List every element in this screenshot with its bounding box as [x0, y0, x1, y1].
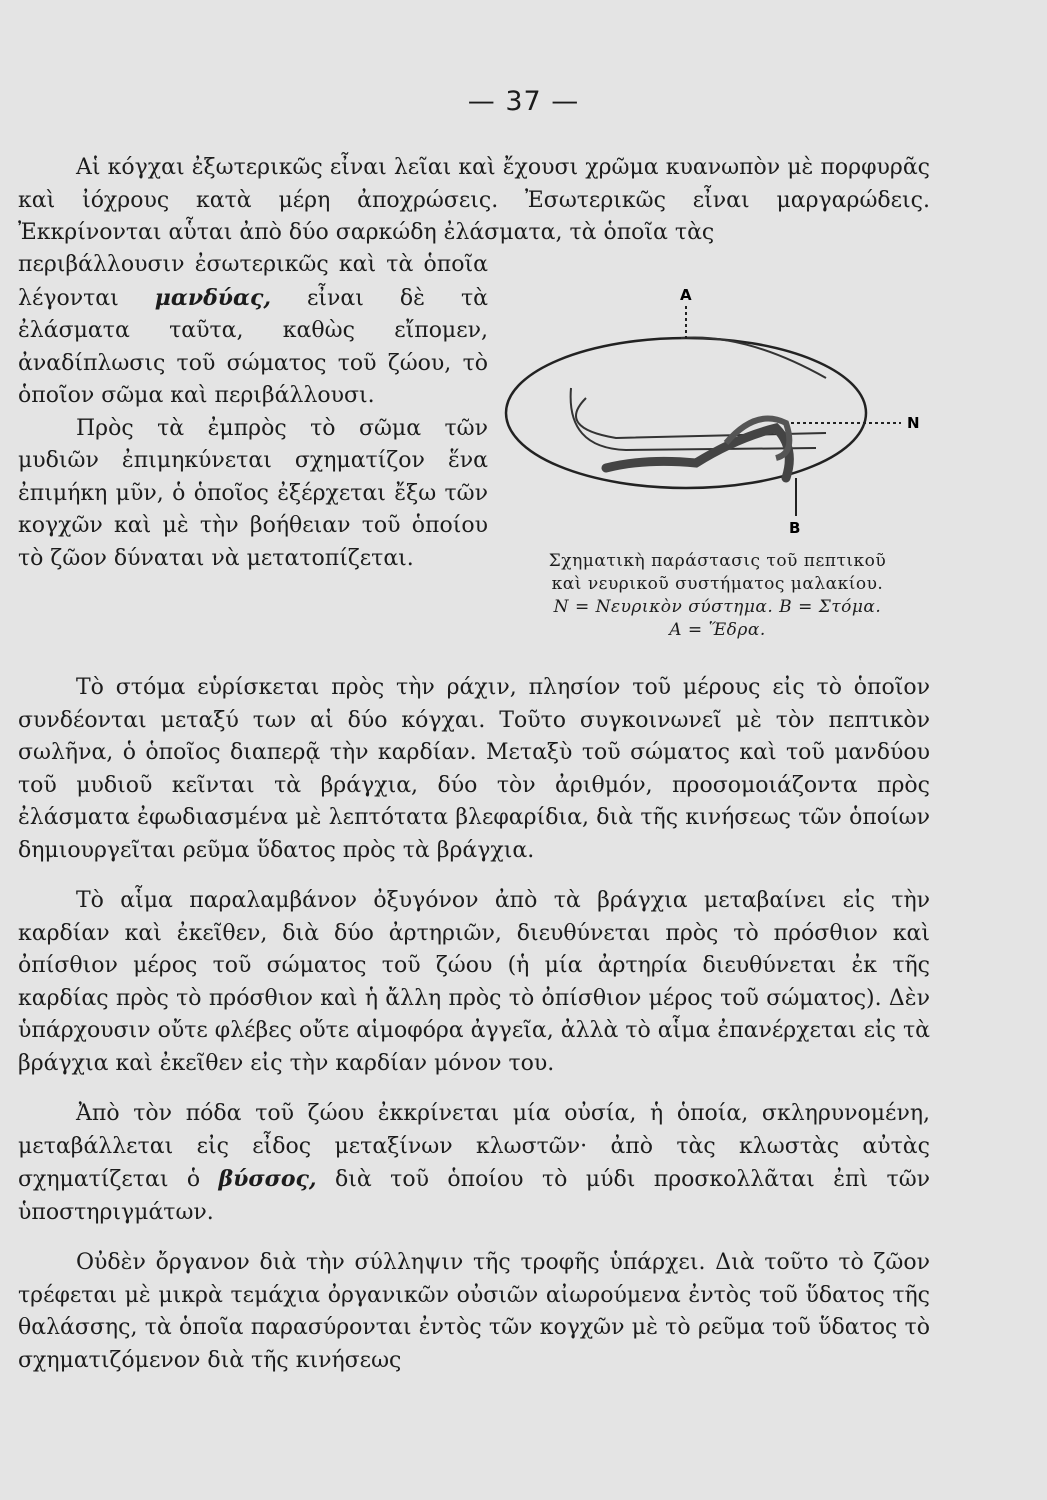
term-byssos: βύσσος, [218, 1166, 317, 1192]
body-text-top [18, 152, 930, 250]
label-n: N [907, 414, 920, 432]
mantle-text-a: περιβάλλουσιν ἐσωτερικῶς καὶ τὰ ὁποῖα λέγονται [18, 252, 488, 311]
caption-line-4: A = Ἕδρα. [669, 620, 766, 640]
mollusc-drawing [496, 278, 936, 558]
byssus-text-a: Ἀπὸ τὸν πόδα τοῦ ζώου ἐκκρίνεται μία οὐσία, ἡ ὁποία, σκληρυνομένη, μεταβάλλεται εἰς εἶδος μεταξίνων κλωστῶν· ἀπὸ τὰς κλωστὰς αὐτὰς σχηματίζεται ὁ [18, 1101, 930, 1192]
paragraph-mouth: Τὸ στόμα εὑρίσκεται πρὸς τὴν ράχιν, πλησίον τοῦ μέρους εἰς τὸ ὁποῖον συνδέονται μεταξύ των αἱ δύο κόγχαι. Τοῦτο συγκοινωνεῖ μὲ τὸν πεπτικὸν σωλῆνα, ὁ ὁποῖος διαπερᾷ τὴν καρδίαν. Μεταξὺ τοῦ σώματος καὶ τοῦ μανδύου τοῦ μυδιοῦ κεῖνται τὰ βράγχια, δύο τὸν ἀριθμόν, προσομοιάζοντα πρὸς ἐλάσματα ἐφωδιασμένα μὲ λεπτότατα βλεφαρίδια, διὰ τῆς κινήσεως τῶν ὁποίων δημιουργεῖται ρεῦμα ὕδατος πρὸς τὰ βράγχια. [18, 675, 930, 863]
label-b: B [789, 519, 801, 537]
paragraph-shells-start: Αἱ κόγχαι ἐξωτερικῶς εἶναι λεῖαι καὶ ἔχουσι χρῶμα κυανωπὸν μὲ πορφυρᾶς καὶ ἰόχρους κατὰ μέρη ἀποχρώσεις. Ἐσωτερικῶς εἶναι μαργαρώδεις. Ἐκκρίνονται αὗται ἀπὸ δύο σαρκώδη ἐλάσματα, τὰ ὁποῖα τὰς [18, 155, 930, 245]
term-mandyas: μανδύας, [154, 284, 272, 311]
body-text-bottom [18, 672, 930, 1377]
byssus-text-b: διὰ τοῦ ὁποίου τὸ μύδι προσκολλᾶται ἐπὶ τῶν ὑποστηριγμάτων. [18, 1167, 931, 1225]
caption-line-3: N = Νευρικὸν σύστημα. B = Στόμα. [553, 597, 882, 617]
paragraph-foot-muscle: Πρὸς τὰ ἐμπρὸς τὸ σῶμα τῶν μυδιῶν ἐπιμηκύνεται σχηματίζον ἕνα ἐπιμήκη μῦν, ὁ ὁποῖος ἐξέρχεται ἔξω τῶν κογχῶν καὶ μὲ τὴν βοήθειαν τοῦ ὁποίου τὸ ζῶον δύναται νὰ μετατοπίζεται. [18, 415, 488, 571]
caption-line-1: Σχηματικὴ παράστασις τοῦ πεπτικοῦ [548, 551, 887, 571]
figure-caption [500, 550, 935, 642]
paragraph-food: Οὐδὲν ὄργανον διὰ τὴν σύλληψιν τῆς τροφῆς ὑπάρχει. Διὰ τοῦτο τὸ ζῶον τρέφεται μὲ μικρὰ τεμάχια ὀργανικῶν οὐσιῶν αἰωρούμενα ἐντὸς τοῦ ὕδατος τῆς θαλάσσης, τὰ ὁποῖα παρασύρονται ἐντὸς τῶν κογχῶν μὲ τὸ ρεῦμα τοῦ ὕδατος τὸ σχηματιζόμενον διὰ τῆς κινήσεως [18, 1250, 930, 1373]
page-number: — 37 — [467, 86, 580, 117]
paragraph-byssus [18, 1098, 930, 1229]
caption-line-2: καὶ νευρικοῦ συστήματος μαλακίου. [551, 574, 884, 594]
body-text-narrow [18, 249, 488, 575]
paragraph-mantle [18, 249, 488, 413]
mantle-text-b: εἶναι δὲ τὰ ἐλάσματα ταῦτα, καθὼς εἴπομεν, ἀναδίπλωσις τοῦ σώματος τοῦ ζώου, τὸ ὁποῖον σῶμα καὶ περιβάλλουσι. [18, 285, 488, 408]
paragraph-shells [18, 152, 930, 250]
label-a: A [680, 286, 692, 304]
paragraph-blood: Τὸ αἷμα παραλαμβάνον ὀξυγόνον ἀπὸ τὰ βράγχια μεταβαίνει εἰς τὴν καρδίαν καὶ ἐκεῖθεν, διὰ δύο ἀρτηριῶν, διευθύνεται πρὸς τὸ πρόσθιον καὶ ὀπίσθιον μέρος τοῦ σώματος τοῦ ζώου (ἡ μία ἀρτηρία διευθύνεται ἐκ τῆς καρδίας πρὸς τὸ πρόσθιον καὶ ἡ ἄλλη πρὸς τὸ ὀπίσθιον μέρος τοῦ σώματος). Δὲν ὑπάρχουσιν οὔτε φλέβες οὔτε αἱμοφόρα ἀγγεῖα, ἀλλὰ τὸ αἷμα ἐπανέρχεται εἰς τὰ βράγχια καὶ ἐκεῖθεν εἰς τὴν καρδίαν μόνον του. [18, 888, 930, 1076]
